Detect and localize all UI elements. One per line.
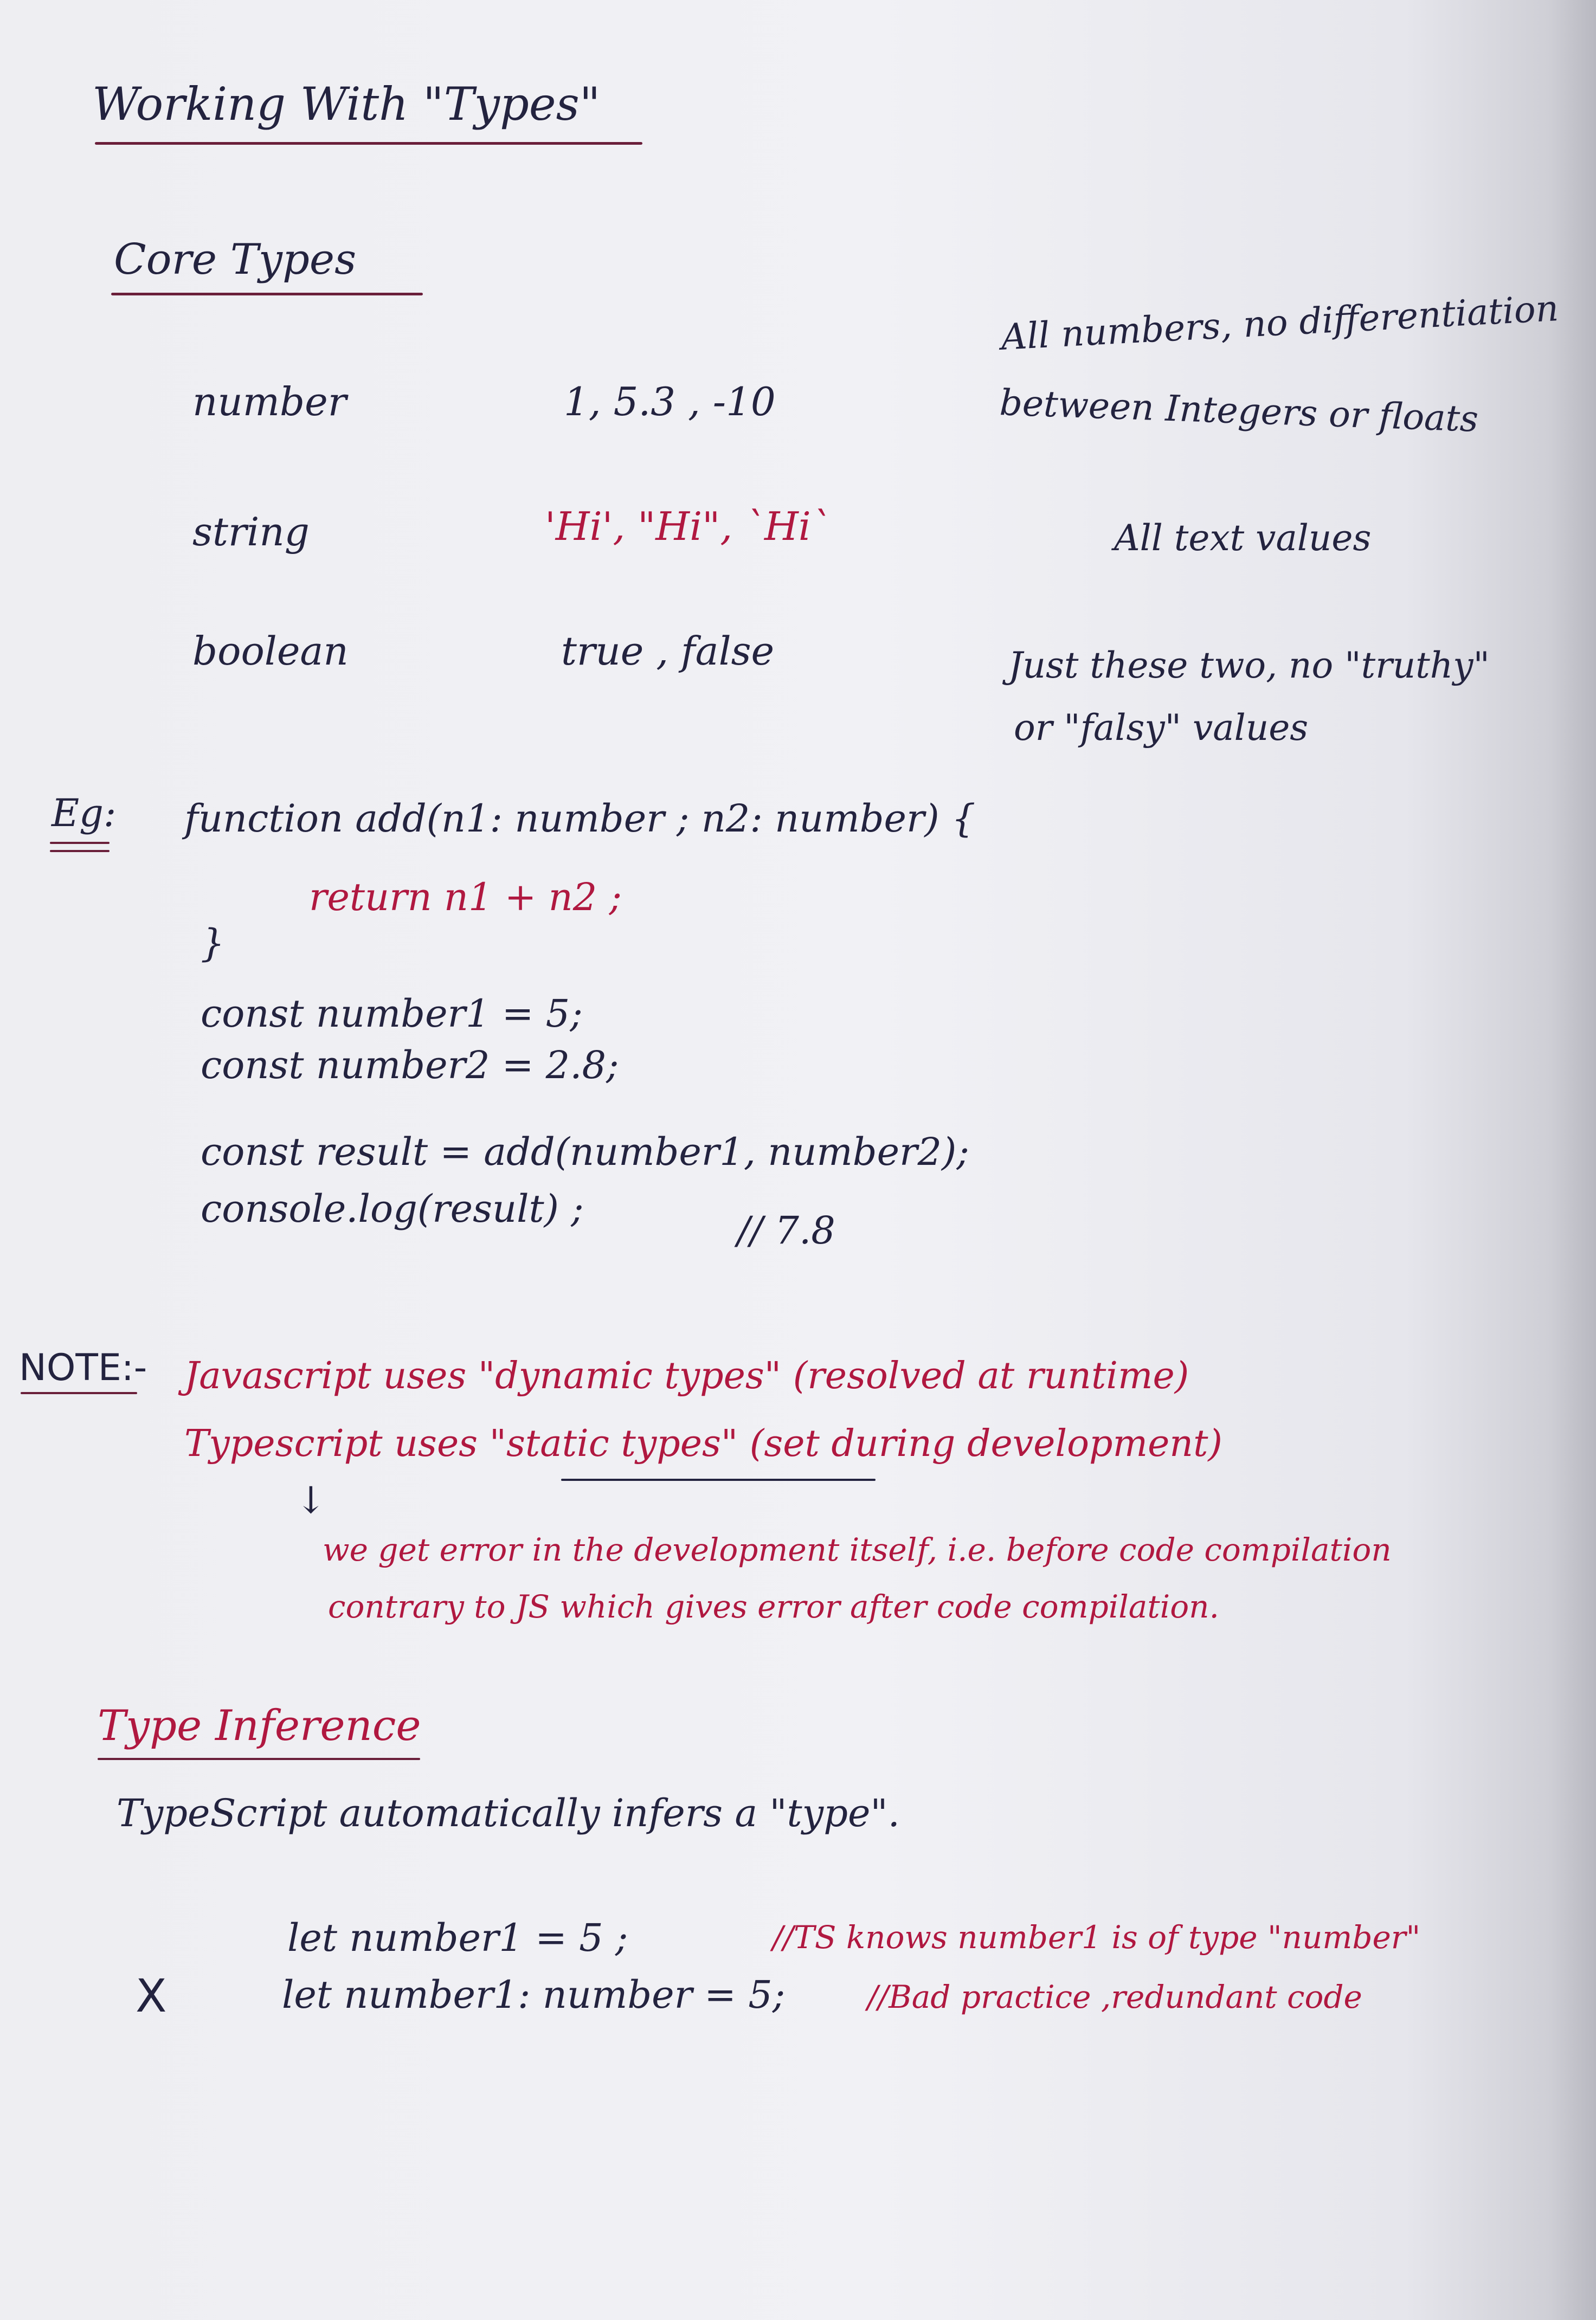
type-desc-number-line1: All numbers, no differentiation	[1000, 287, 1560, 358]
note-line-typescript: Typescript uses "static types" (set during development)	[184, 1422, 1222, 1465]
code-line-const-number2: const number2 = 2.8;	[201, 1043, 619, 1087]
type-name-boolean: boolean	[192, 628, 349, 674]
example-label-underline-1	[50, 842, 110, 844]
type-inference-underline	[98, 1758, 420, 1760]
type-example-boolean: true , false	[561, 628, 775, 674]
title-underline	[95, 142, 642, 145]
example-label: Eg:	[52, 791, 117, 835]
type-desc-number-line2: between Integers or floats	[999, 382, 1479, 440]
code-line-return: return n1 + n2 ;	[309, 875, 622, 919]
type-desc-boolean-line2: or "falsy" values	[1014, 707, 1309, 749]
bad-practice-cross-mark: X	[136, 1969, 167, 2022]
inference-good-comment: //TS knows number1 is of type "number"	[773, 1919, 1421, 1956]
code-line-const-result: const result = add(number1, number2);	[201, 1130, 969, 1174]
type-name-number: number	[192, 379, 347, 424]
inference-bad-comment: //Bad practice ,redundant code	[867, 1979, 1362, 2015]
code-line-const-number1: const number1 = 5;	[201, 991, 583, 1036]
code-line-function: function add(n1: number ; n2: number) {	[184, 796, 976, 841]
code-line-close-brace: }	[201, 921, 225, 965]
type-name-string: string	[192, 509, 310, 555]
static-types-underline	[561, 1479, 876, 1481]
note-label-underline	[21, 1392, 137, 1394]
section-heading-core-types: Core Types	[114, 235, 357, 284]
type-inference-description: TypeScript automatically infers a "type".	[117, 1791, 900, 1835]
type-example-string: 'Hi', "Hi", `Hi`	[545, 504, 831, 549]
code-line-console-log: console.log(result) ;	[201, 1187, 584, 1231]
type-desc-string: All text values	[1114, 517, 1372, 559]
example-label-underline-2	[50, 850, 110, 852]
page-title: Working With "Types"	[92, 78, 601, 131]
code-output-comment: // 7.8	[737, 1208, 835, 1253]
note-arrow: ↓	[295, 1479, 326, 1522]
note-sub-line1: we get error in the development itself, i.e. before code compilation	[323, 1531, 1392, 1568]
inference-good-code: let number1 = 5 ;	[287, 1916, 628, 1960]
inference-bad-code: let number1: number = 5;	[282, 1973, 786, 2017]
type-example-number: 1, 5.3 , -10	[564, 379, 776, 424]
note-line-javascript: Javascript uses "dynamic types" (resolved at runtime)	[184, 1355, 1189, 1397]
note-sub-line2: contrary to JS which gives error after code compilation.	[328, 1588, 1219, 1625]
core-types-underline	[111, 293, 423, 295]
note-label: NOTE:-	[19, 1346, 147, 1389]
type-desc-boolean-line1: Just these two, no "truthy"	[1008, 645, 1490, 686]
section-heading-type-inference: Type Inference	[98, 1702, 421, 1750]
